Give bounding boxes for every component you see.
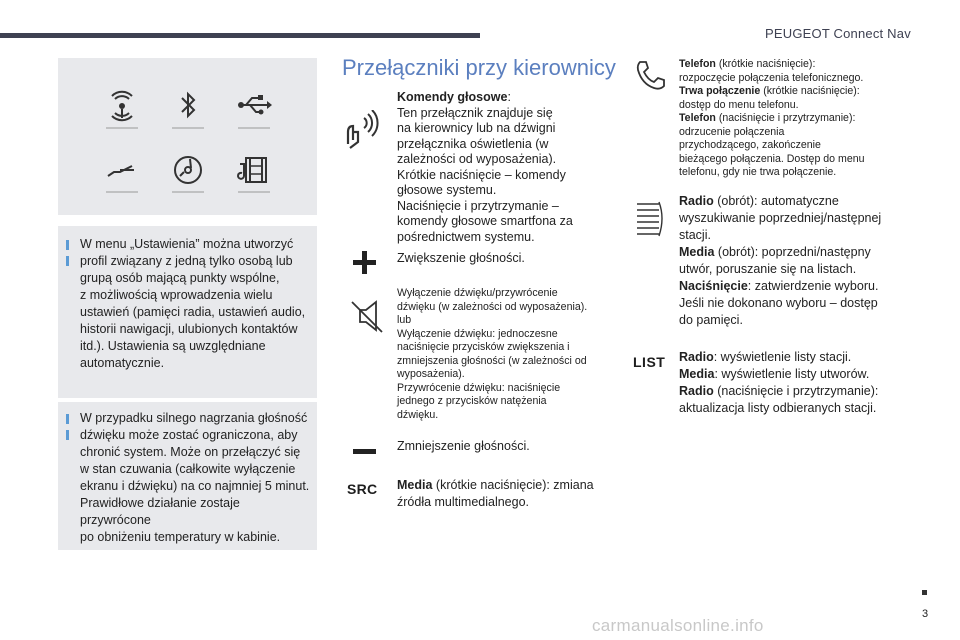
note-marker	[66, 414, 69, 424]
volume-down-description: Zmniejszenie głośności.	[397, 439, 530, 453]
voice-command-description: Komendy głosowe: Ten przełącznik znajduje się na kierownicy lub na dźwigni przełącznika oświetlenia (w zależności od wyposażenia). Krótkie naciśnięcie – komendy głosowe systemu. Naciśnięcie i przytrzymanie – komendy głosowe smartfona za pośrednictwem systemu.	[397, 90, 573, 244]
brand-title: PEUGEOT Connect Nav	[765, 26, 911, 41]
watermark: carmanualsonline.info	[592, 616, 764, 635]
wifi-icon	[98, 82, 146, 130]
thumbwheel-icon	[633, 200, 673, 240]
phone-description: Telefon (krótkie naciśnięcie): rozpoczęcie połączenia telefonicznego. Trwa połączenie (krótkie naciśnięcie): dostęp do menu telefonu. Telefon (naciśnięcie i przytrzymanie): odrzucenie połączenia przychodzącego, zakończenie bieżącego połączenia. Dostęp do menu telefonu, gdy nie trwa połączenie.	[679, 58, 865, 178]
note-text: W menu „Ustawienia” można utworzyć profil związany z jedną tylko osobą lub grupą osób mającą punkty wspólne, z możliwością wprowadzenia wielu ustawień (pamięci radia, ustawień audio, historii nawigacji, ulubionych kontaktów itd.). Ustawienia są uwzględniane automatycznie.	[80, 237, 306, 370]
header-bar	[0, 33, 480, 38]
voice-command-title: Komendy głosowe	[397, 90, 508, 104]
list-button-label: LIST	[633, 354, 666, 370]
list-description: Radio: wyświetlenie listy stacji. Media: wyświetlenie listy utworów. Radio (naciśnięcie i przytrzymanie): aktualizacja listy odbieranych stacji.	[679, 350, 879, 415]
page-number: 3	[922, 608, 929, 620]
volume-down-icon	[345, 432, 385, 472]
connectivity-icon-panel	[58, 58, 317, 215]
note-marker	[66, 430, 69, 440]
next-page-marker	[922, 590, 927, 595]
voice-command-icon	[342, 110, 382, 150]
usb-icon	[230, 82, 278, 130]
media-source-description: Media (krótkie naciśnięcie): zmiana źródła multimedialnego.	[397, 478, 594, 509]
info-note-temperature	[58, 402, 317, 550]
thumbwheel-description: Radio (obrót): automatyczne wyszukiwanie poprzedniej/następnej stacji. Media (obrót): poprzedni/następny utwór, poruszanie się na listach. Naciśnięcie: zatwierdzenie wyboru. Jeśli nie dokonano wyboru – dostęp do pamięci.	[679, 194, 882, 327]
src-button-label: SRC	[347, 481, 378, 497]
media-video-icon	[230, 146, 278, 194]
note-marker	[66, 256, 69, 266]
bluetooth-icon	[164, 82, 212, 130]
cd-icon	[164, 146, 212, 194]
note-marker	[66, 240, 69, 250]
aux-cable-icon	[98, 146, 146, 194]
phone-icon	[630, 56, 670, 96]
info-note-profiles	[58, 226, 317, 398]
mute-icon	[346, 296, 386, 336]
note-text: W przypadku silnego nagrzania głośność dźwięku może zostać ograniczona, aby chronić system. Może on przełączyć się w stan czuwania (całkowite wyłączenie ekranu i dźwięku) na co najmniej 5 minut. Prawidłowe działanie zostaje przywrócone po obniżeniu temperatury w kabinie.	[80, 411, 310, 544]
mute-description: Wyłączenie dźwięku/przywrócenie dźwięku (w zależności od wyposażenia). lub Wyłączenie dźwięku: jednoczesne naciśnięcie przycisków zwiększenia i zmniejszenia głośności (w zależności od wyposażenia). Przywrócenie dźwięku: naciśnięcie jednego z przycisków natężenia dźwięku.	[397, 287, 588, 421]
page-title: Przełączniki przy kierownicy	[342, 55, 616, 80]
volume-up-description: Zwiększenie głośności.	[397, 251, 525, 265]
volume-up-icon	[345, 243, 385, 283]
